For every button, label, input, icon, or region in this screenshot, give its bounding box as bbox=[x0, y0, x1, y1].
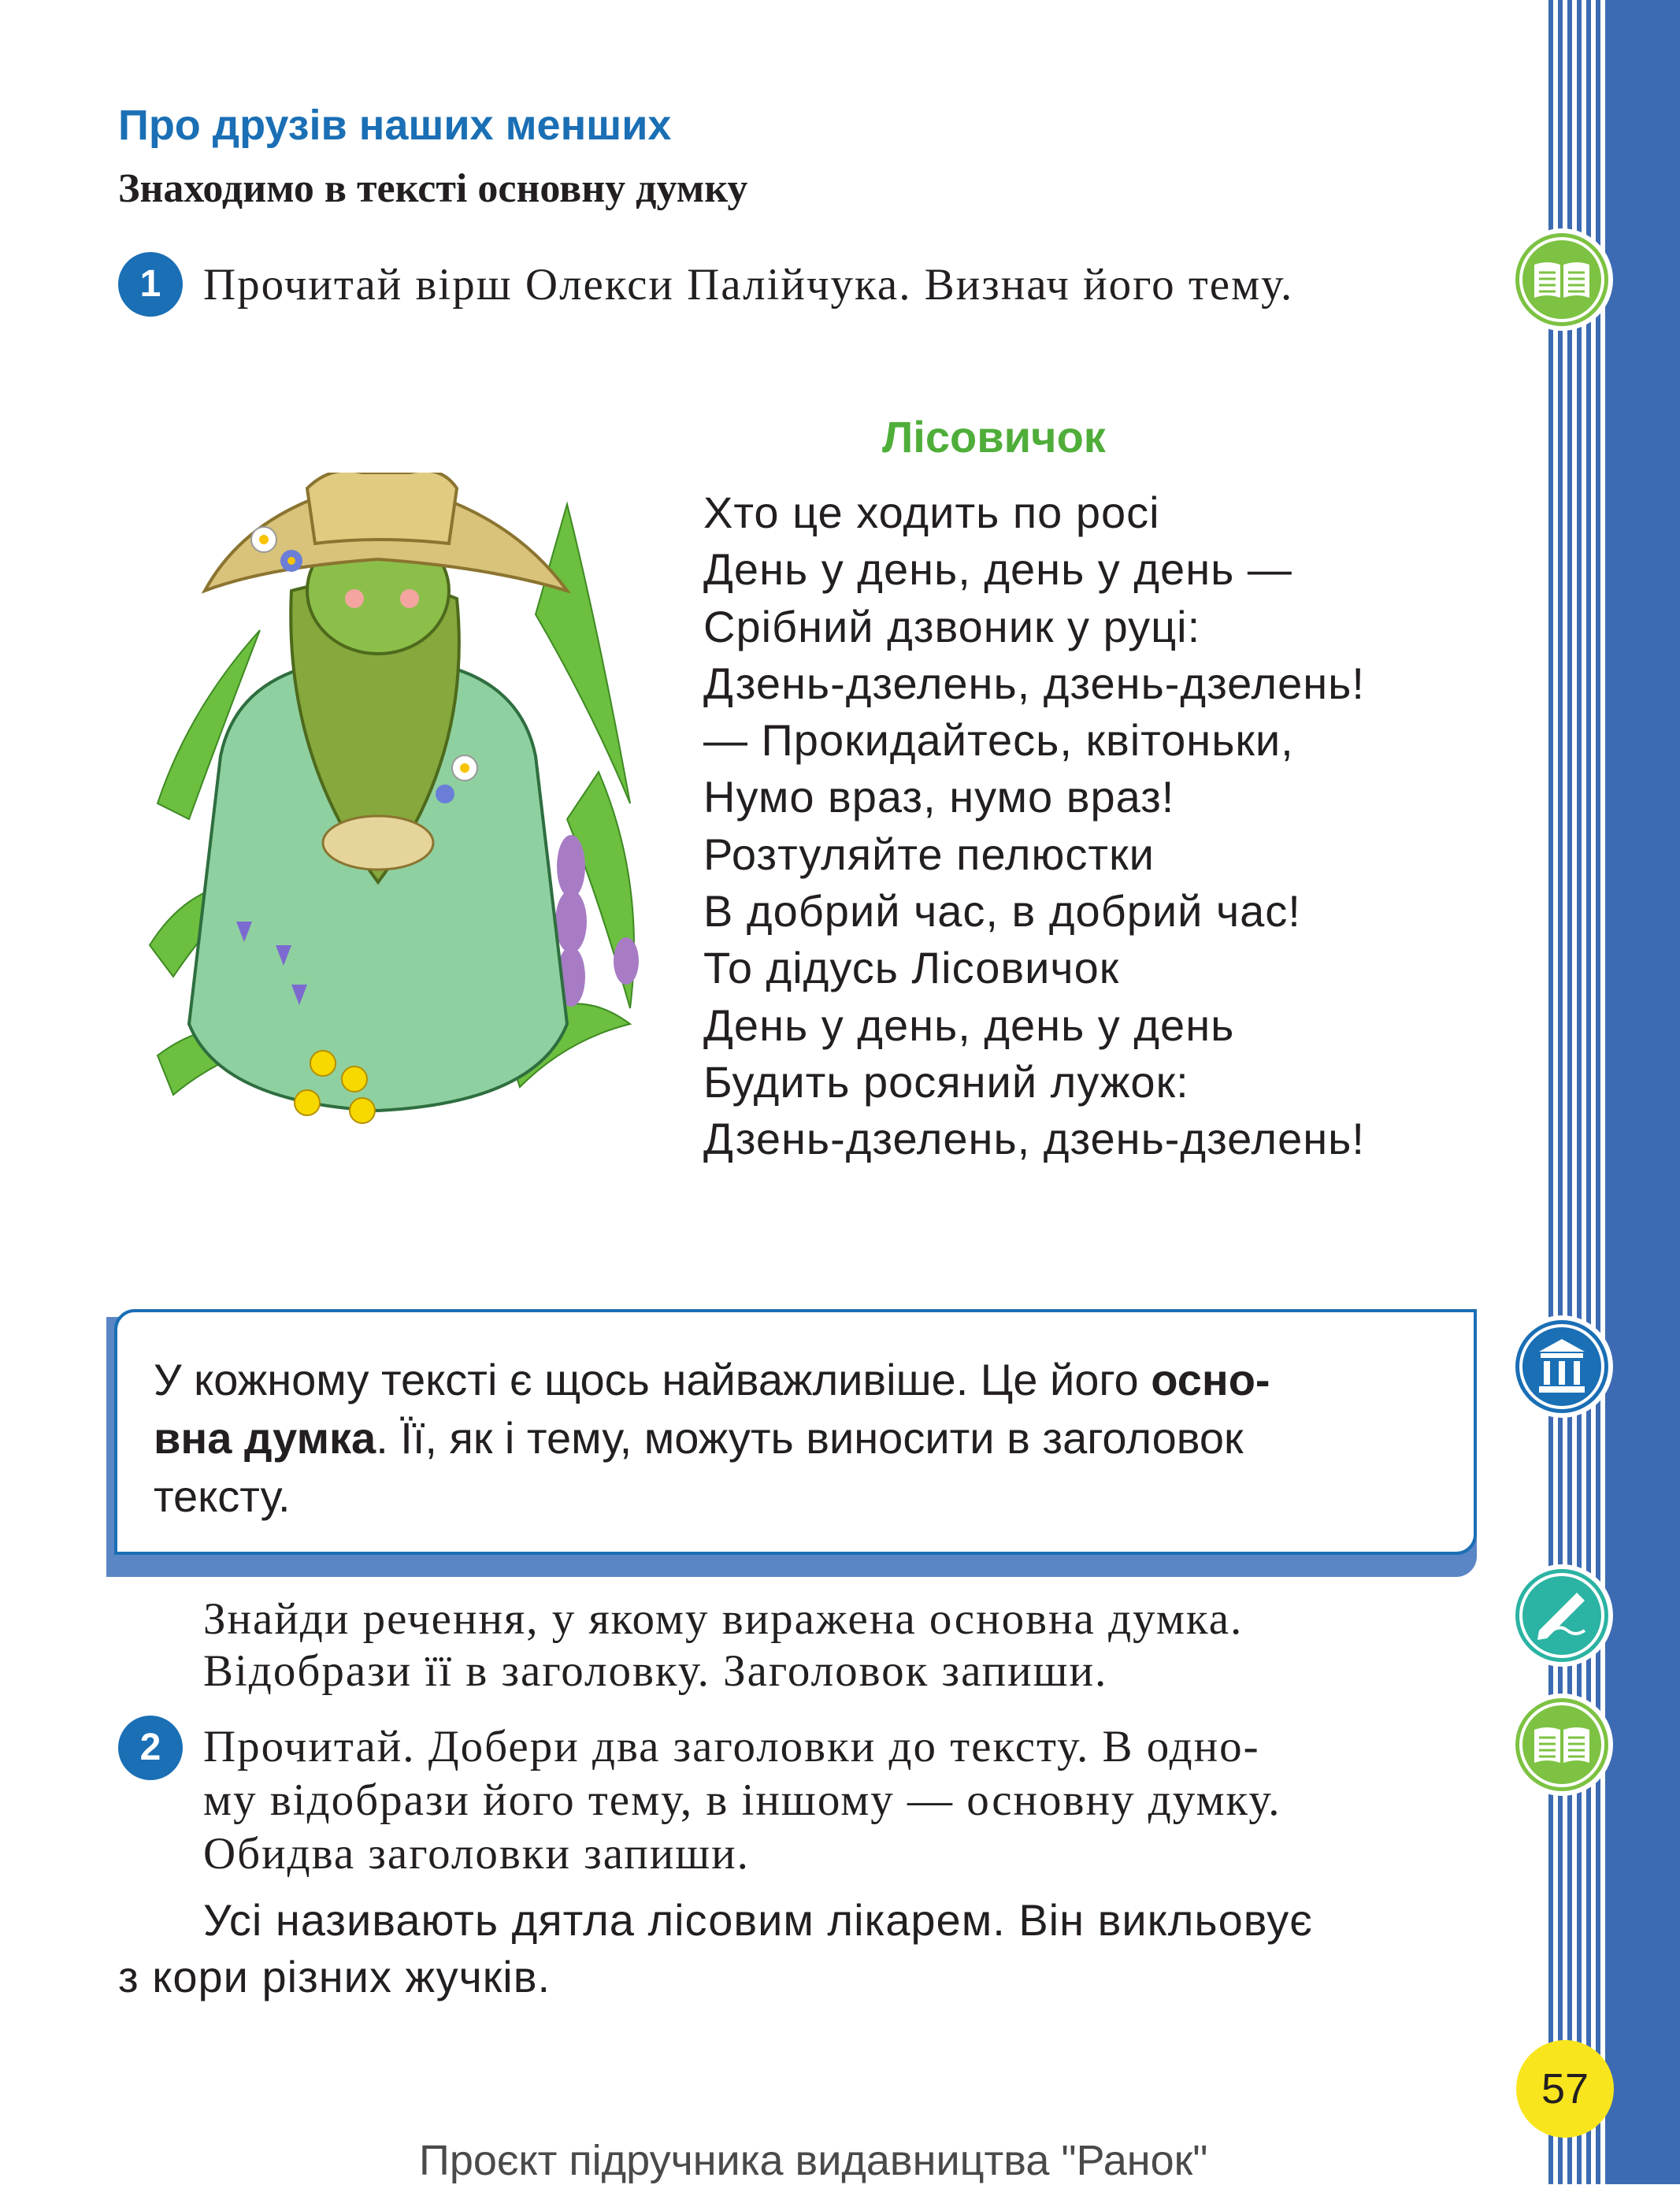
task1-followup-line1: Знайди речення, у якому виражена основна думка. bbox=[203, 1594, 1244, 1644]
task2-line2: му відобрази його тему, в іншому — основну думку. bbox=[203, 1775, 1281, 1825]
poem-line: Дзень-дзелень, дзень-дзелень! bbox=[703, 658, 1365, 708]
section-subtitle: Знаходимо в тексті основну думку bbox=[118, 166, 748, 211]
lisovychok-illustration bbox=[126, 473, 662, 1166]
task1-followup-line2: Відобрази її в заголовку. Заголовок запиши. bbox=[203, 1646, 1108, 1696]
poem-line: Розтуляйте пелюстки bbox=[703, 829, 1155, 879]
rule-text-end: тексту. bbox=[154, 1471, 291, 1521]
poem-line: — Прокидайтесь, квітоньки, bbox=[703, 715, 1294, 766]
pen-write-icon bbox=[1515, 1569, 1608, 1662]
rule-key-term-cont: вна думка bbox=[154, 1413, 376, 1463]
poem-line: День у день, день у день bbox=[703, 1000, 1235, 1050]
poem-line: Хто це ходить по росі bbox=[703, 488, 1160, 537]
poem-line: День у день, день у день — bbox=[703, 544, 1292, 595]
poem-line: Будить росяний лужок: bbox=[703, 1056, 1189, 1107]
rule-text-start: У кожному тексті є щось найважливіше. Це його bbox=[154, 1355, 1152, 1404]
footer-text: Проєкт підручника видавництва "Ранок" bbox=[419, 2137, 1208, 2184]
task-number-1: 1 bbox=[118, 252, 183, 317]
rule-building-icon bbox=[1515, 1320, 1608, 1413]
poem-line: Дзень-дзелень, дзень-дзелень! bbox=[703, 1114, 1365, 1164]
side-blue-band bbox=[1607, 0, 1680, 2184]
rule-key-term: осно- bbox=[1151, 1355, 1270, 1404]
rule-text-mid: . Її, як і тему, можуть виносити в заголовок bbox=[376, 1413, 1244, 1463]
poem-title: Лісовичок bbox=[882, 412, 1106, 462]
side-stripes bbox=[1548, 0, 1607, 2184]
task-number-2: 2 bbox=[118, 1716, 183, 1780]
poem-line: Срібний дзвоник у руці: bbox=[703, 601, 1201, 651]
poem-line: То дідусь Лісовичок bbox=[703, 943, 1120, 993]
task1-instruction: Прочитай вірш Олекси Палійчука. Визнач його тему. bbox=[203, 260, 1294, 310]
passage-line1: Усі називають дятла лісовим лікарем. Він викльовує bbox=[203, 1895, 1313, 1945]
poem-line: В добрий час, в добрий час! bbox=[703, 886, 1301, 937]
rule-text bbox=[154, 1351, 1445, 1526]
page-number: 57 bbox=[1516, 2040, 1614, 2138]
book-icon bbox=[1515, 1698, 1608, 1791]
section-title: Про друзів наших менших bbox=[118, 102, 672, 149]
task2-line3: Обидва заголовки запиши. bbox=[203, 1829, 750, 1879]
task2-line1: Прочитай. Добери два заголовки до тексту. В одно- bbox=[203, 1722, 1260, 1771]
poem-text bbox=[703, 484, 1365, 1168]
book-icon bbox=[1515, 233, 1608, 326]
poem-line: Нумо враз, нумо враз! bbox=[703, 772, 1175, 822]
passage-line2: з кори різних жучків. bbox=[118, 1952, 551, 2001]
